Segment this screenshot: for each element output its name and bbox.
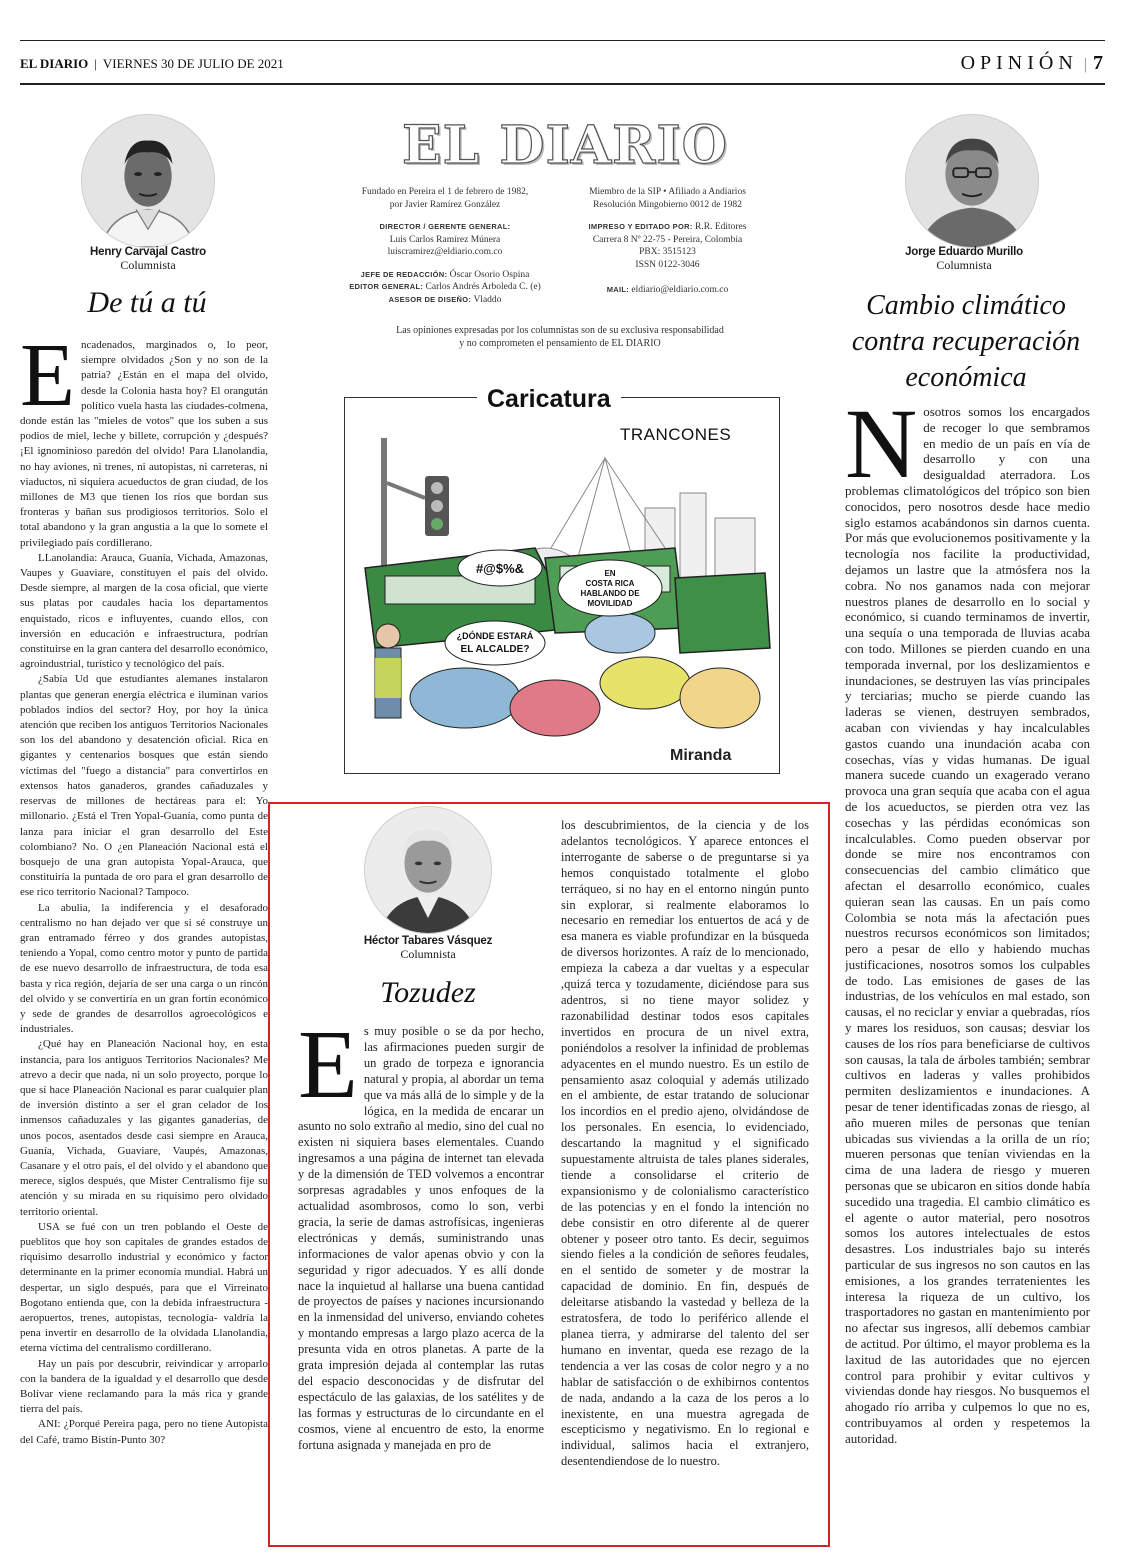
column-body-center-b (561, 818, 809, 1532)
issue-date: VIERNES 30 DE JULIO DE 2021 (102, 56, 284, 71)
disclaimer-line-1: Las opiniones expresadas por los columnistas son de su exclusiva responsabilidad (396, 325, 724, 336)
bubble-costarica-3: HABLANDO DE (580, 589, 640, 598)
paper-name: EL DIARIO (20, 56, 89, 71)
mail-key: MAIL: (606, 285, 630, 294)
director-key: DIRECTOR / GERENTE GENERAL: (379, 222, 511, 231)
portrait-henry-icon (82, 115, 214, 247)
staff-box-left (345, 186, 545, 306)
dropcap: E (20, 338, 75, 425)
paragraph: s muy posible o se da por hecho, las afirmaciones pueden surgir de un grado de torpeza e ignorancia natural y propia, al abordar un tema que va más allá de lo simple y de la lógica, en la medida de encarar un asunto no solo extraño al medio, sino del cual no existen ni siquiera bases elementales. Cuando ingresamos a una página de internet tan elevada y de la dimensión de TED volvemos a encontrar sorpresas agradables y unos enfoques de la actualidad asombrosos, como lo son, verbi gracia, la serie de damas astrofísicas, ingenieras electrónicas y demás, suministrando unas informaciones de valor apenas obvio y con la seguridad y rigor adecuados. Y es allí donde nace la inquietud al hallarse una buena cantidad de proyectos de países y naciones incursionando en la inmensidad del universo, enviando cohetes y montando empresas a largo plazo acerca de la presunta vida en otros planetas. A parte de la grata impresión dejada al contemplar las rutas del espacio desconocidas y de disfrutar del espectáculo de las galaxias, de los satélites y de las formas y estructuras de lo circundante en el cosmos, viene al encuentro de esto, la enorme fortuna asignada y manejada en pro de (298, 1024, 544, 1452)
page-number: 7 (1093, 52, 1103, 74)
issn-line: ISSN 0122-3046 (635, 259, 700, 270)
cartoonist-signature: Miranda (670, 747, 732, 764)
author-photo-center (364, 806, 492, 934)
design-name: Vladdo (473, 294, 502, 305)
paragraph: USA se fué con un tren poblando el Oeste de pueblitos que hoy son capitales de grandes estados de riquísimo desarrollo industrial y económico y factor determinante en la primer economía mundial. Habrá un despertar, un siglo después, para que el Virreinato Bogotano entienda que, con la debida infraestructura -aeropuertos, trenes, autopistas, tecnología- valdría la pena invertir en desarrollo de la olvidada Llanolandia, eterna víctima del centralismo cordillerano. (20, 1220, 268, 1355)
paragraph: LLanolandia: Arauca, Guanía, Vichada, Amazonas, Vaupes y Guaviare, constituyen el país del olvido. Desde siempre, al margen de la cosa oficial, que vierte sus platas por caudales hacia los departamentos enquistado, ricos e influyentes, cuando ellos, con inversión en educación e infraestructura, podrían constituirse en la gran cantera del desarrollo económico, agroindustrial, turístico y tecnológico del país. (20, 551, 268, 671)
paragraph: La abulia, la indiferencia y el desaforado centralismo no han dejado ver que si sé construye un gran entramado férreo y dos grandes autopistas, teniendo a Yopal, como centro motor y punto de partida de ese nuevo desarrollo de infraestructura, de toda esa basta y rica región, dejaría de ser una carga o un rincón del olvido y se convertiría en un gran fortín económico y sede de grandes de desarrollos agroecológicos e industriales. (20, 901, 268, 1036)
portrait-hector-icon (365, 807, 491, 933)
address-line: Carrera 8 Nº 22-75 - Pereira, Colombia (592, 234, 743, 245)
editor-key: EDITOR GENERAL: (349, 282, 424, 291)
author-role: Columnista (120, 258, 176, 272)
printer-key: IMPRESO Y EDITADO POR: (588, 222, 693, 231)
resolution-line: Resolución Mingobierno 0012 de 1982 (593, 199, 742, 210)
founder-line: por Javier Ramírez González (389, 199, 501, 210)
director-email: luiscramirez@eldiario.com.co (387, 247, 503, 257)
author-byline-right (876, 246, 1052, 273)
author-photo-right (905, 114, 1039, 248)
header-rule (20, 83, 1105, 85)
staff-box-right (565, 186, 770, 297)
editor-name: Carlos Andrés Arboleda C. (e) (425, 282, 541, 292)
membership-line: Miembro de la SIP • Afiliado a Andiarios (589, 187, 746, 197)
section-name: OPINIÓN (960, 52, 1078, 74)
column-body-left (20, 338, 268, 1553)
bubble-alcalde-1: ¿DÓNDE ESTARÁ (456, 631, 534, 641)
author-byline-left (60, 246, 236, 273)
column-title-center: Tozudez (380, 976, 476, 1009)
column-body-center-a (298, 1024, 544, 1532)
pbx-line: PBX: 3515123 (639, 247, 696, 257)
author-photo-left (81, 114, 215, 248)
founded-line: Fundado en Pereira el 1 de febrero de 1982, (361, 187, 529, 197)
portrait-jorge-icon (906, 115, 1038, 247)
dropcap: E (298, 1024, 358, 1119)
dropcap: N (845, 404, 918, 499)
paragraph: Hay un país por descubrir, reivindicar y arroparlo con la bandera de la igualdad y el desarrollo que desde Bolívar viene reclamando para la más rica y grande tierra del país. (20, 1357, 268, 1416)
cartoon-frame (344, 397, 780, 774)
disclaimer (340, 324, 780, 350)
bubble-alcalde-2: EL ALCALDE? (460, 644, 530, 655)
cartoon-title: TRANCONES (620, 425, 732, 444)
bubble-costarica-1: EN (604, 569, 616, 578)
author-name: Jorge Eduardo Murillo (905, 246, 1023, 258)
traffic-cartoon-icon (345, 398, 781, 775)
design-key: ASESOR DE DISEÑO: (388, 294, 472, 304)
mail-value: eldiario@eldiario.com.co (631, 285, 729, 295)
title-line-3: económica (905, 362, 1027, 393)
paragraph: los descubrimientos, de la ciencia y de los adelantos tecnológicos. Y aparece entonces el interrogante de saberse o de preguntarse si ya hemos conquistado totalmente el globo terráqueo, si no hay en el entorno ningún punto sin explorar, si realmente elaboramos lo necesario en remediar los entuertos de acá y de esa manera es viable profundizar en la búsqueda de diversos horizontes. A raíz de lo mencionado, empieza la cabeza a dar vueltas y a especular ,quizá terca y tozudamente, diciéndose para sus adentros, si no tiene mayor solidez y razonabilidad destinar todos esos capitales invertidos en procura de un nivel extra, poniéndolos a resolver la infinidad de problemas adyacentes en el mundo nuestro. Es un estilo de pensamiento asaz coloquial y además utilizado en el ambiente, de estar tratando de solucionar los incordios en el predio ajeno, olvidándose de los personales. En esencia, lo evidenciado, descartando la magnitud y el significado supuestamente altruista de tales planes siderales, tiende a consolidarse el criterio de expansionismo y de colonialismo característico de las potencias y en el fondo la intención no debe consistir en otro diferente al de querer obtener y poseer otro tanto. Es decir, seguimos siendo fieles a la condición de señores feudales, en el sentido de someter y de mostrar la capacidad de dominio. En fin, después de deleitarse atisbando la vastedad y belleza de la estratosfera, de todo lo periférico allende el planea tierra, y admirarse del talento del ser humano en inventar, queda ese rezago de la tendencia a ver las cosas de color negro y a no hablar de satisfacción o de exhibirnos contentos de nada, andando a la caza de los peros a lo inexistente, en una muestra agregada de escepticismo y negativismo. En lo regional e individual, salimos hacia el extranjero, desentendiendose de lo nuestro. (561, 818, 809, 1469)
top-rule (20, 40, 1105, 41)
column-title-right (838, 288, 1094, 396)
column-body-right (845, 404, 1090, 1554)
section-header: OPINIÓN | 7 (960, 52, 1103, 74)
paragraph: ncadenados, marginados o, lo peor, siempre olvidados ¿Son y no son de la patria? ¿Están en el mapa del olvido, desde la Colonia hasta hoy? El orangután político vuela hasta las ciudades-colmena, donde están las "mieles de votos" que los suben a sus podios de miel, leche y billete, corrupción y ¿después? ¡El ignominioso paredón del olvido! Para Llanolandia, no hay aviones, ni trenes, ni autopistas, ni carreteras, ni viaductos, ni siquiera acueductos de gran ciudad, de los millones de M3 que tienen los ríos que bordan sus fronteras y bañan sus prodigiosos territorios. Solo el total abandono y la gran angustia a la que lo somete el privilegiado país cordillerano. (20, 339, 268, 549)
redaccion-key: JEFE DE REDACCIÓN: (360, 269, 448, 279)
column-title-left: De tú a tú (87, 286, 207, 319)
bubble-costarica-2: COSTA RICA (585, 579, 635, 588)
paragraph: ¿Sabía Ud que estudiantes alemanes instalaron plantas que generan energía eléctrica e iluminan varios poblados indios del sector? Hoy, por hoy la única atención que reciben los antiguos Territorios Nacionales son los del abandono y desatención oficial. Rica en gigantes y centenarios bosques que están siendo víctimas del "fuego a distancia" para convertirlos en extensos hatos ganaderos, grandes cañaduzales y reservas de millones de hectáreas para el: Yo millonario. ¿Está el Tren Yopal-Guanía, como punta de lanza para iniciar el gran desarrollo del Este colombiano? No. O ¿en Planeación Nacional está el bosquejo de una gran autopista Yopal-Arauca, que constituiría la puntada de oro para el gran desarrollo de ese rico territorio Nacional? Tampoco. (20, 673, 268, 899)
paragraph: ¿Qué hay en Planeación Nacional hoy, en esta instancia, para los antiguos Territorios Nacionales? Me atrevo a decir que nada, ni un solo proyecto, porque lo que sí hace Planeación Nacional es parar cualquier plan de inversión distinto a ser el gran celador de los inmensos cañaduzales y las gigantes ganaderías, de unos pocos, asentados desde casi siempre en Arauca, Guanía, Vichada, Guaviare, Vaupés, Amazonas, Casanare y el otro país, el del olvido y el abandono que merece, siglos después, que Mister Centralismo fije su atención y su mirada en su riquísimo pero olvidado territorio oriental. (20, 1038, 268, 1218)
bubble-costarica-4: MOVILIDAD (587, 599, 633, 608)
bubble-curse: #@$%& (475, 561, 525, 576)
director-name: Luis Carlos Ramírez Múnera (389, 234, 501, 245)
title-line-2: contra recuperación (851, 326, 1081, 357)
author-role: Columnista (400, 947, 456, 961)
author-role: Columnista (936, 258, 992, 272)
disclaimer-line-2: y no comprometen el pensamiento de EL DIARIO (459, 338, 661, 349)
author-name: Héctor Tabares Vásquez (363, 935, 493, 947)
paragraph: osotros somos los encargados de recoger lo que sembramos en medio de un país en vía de desarrollo y con una desigualdad aterradora. Los problemas climatológicos del trópico son bien conocidos, pero nosotros desde hace medio siglo estamos acabándonos sin darnos cuenta. Por más que evolucionemos positivamente y la tecnología nos facilite la productividad, dejamos un lastre que la atmósfera nos la cobra. No nos ganamos nada con mejorar nuestros planes de desarrollo en lo social y económico, si cuando terminamos de invertir, una sequía o una temporada de lluvias acaba con todo. Millones se pierden cuando en una temporada invernal, por los deslizamientos e inundaciones, se destruyen las vías principales y terciarias; mucho se pierde cuando las laderas se vienen, destruyen sembrados, acaban con viviendas y hay incalculables gastos cuando una inundación acaba con cosechas, vías y vidas humanas. De igual manera sucede cuando un exagerado verano provoca una gran sequía que acaba con el agua de los acueductos, se pierden otra vez las cosechas y las pérdidas económicas son incalculables. Como pueden observar por donde se mire nos encontramos con consecuencias del cambio climático que afectan el desarrollo económico, cuales quieran sean las causas. En un país como Colombia se nota más la afectación pues nuestros recursos económicos son limitados; pero a pesar de ello y habiendo muchas justificaciones, nosotros somos los culpables de todo. Las emisiones de gases de las industrias, de los vehículos en mal estado, son causas, el no reciclar y enviar a quebradas, ríos y mares los residuos, son causas; desviar los causes de los ríos para beneficiarse de cultivos son causas, la tala de árboles también; sembrar cultivos en laderas y valles prohibidos permiten deslizamientos e inundaciones. A pesar de tener identificadas zonas de riesgo, al año mueren miles de personas que tenían ubicadas sus viviendas a la orilla de un río; mueren personas que tenían viviendas en la cima de una ladera de riesgo y mueren personas que se ubicaron en sitios donde había sucedido una tragedia. El cambio climático es el agente o autor material, pero nosotros somos los autores intelectuales de estos desastres. Los industriales bajo su interés particular de sus ingresos no son cautos en las emisiones, a los grandes terratenientes les interesa la riqueza de un cultivo, los trasportadores no gastan en mantenimiento por no afectar sus ingresos, allí debemos cambiar de actitud. Por último, el mayor problema es la laxitud de las autoridades que no ejercen control para prohibir y evitar cultivos y viviendas donde hay riesgos. No busquemos el ahogado río arriba y culpemos lo que no es, contribuyamos al orden y respetemos la autoridad. (845, 404, 1090, 1446)
title-line-1: Cambio climático (866, 290, 1066, 321)
author-byline-center (335, 935, 521, 962)
cartoon-label: Caricatura (477, 385, 621, 414)
paragraph: ANI: ¿Porqué Pereira paga, pero no tiene Autopista del Café, tramo Bistín-Punto 30? (20, 1418, 268, 1446)
redaccion-name: Óscar Osorio Ospina (449, 269, 530, 280)
header-dateline: EL DIARIO | VIERNES 30 DE JULIO DE 2021 (20, 56, 284, 71)
author-name: Henry Carvajal Castro (90, 246, 206, 258)
masthead-logo: EL DIARIO (402, 115, 728, 176)
printer-name: R.R. Editores (695, 222, 747, 232)
